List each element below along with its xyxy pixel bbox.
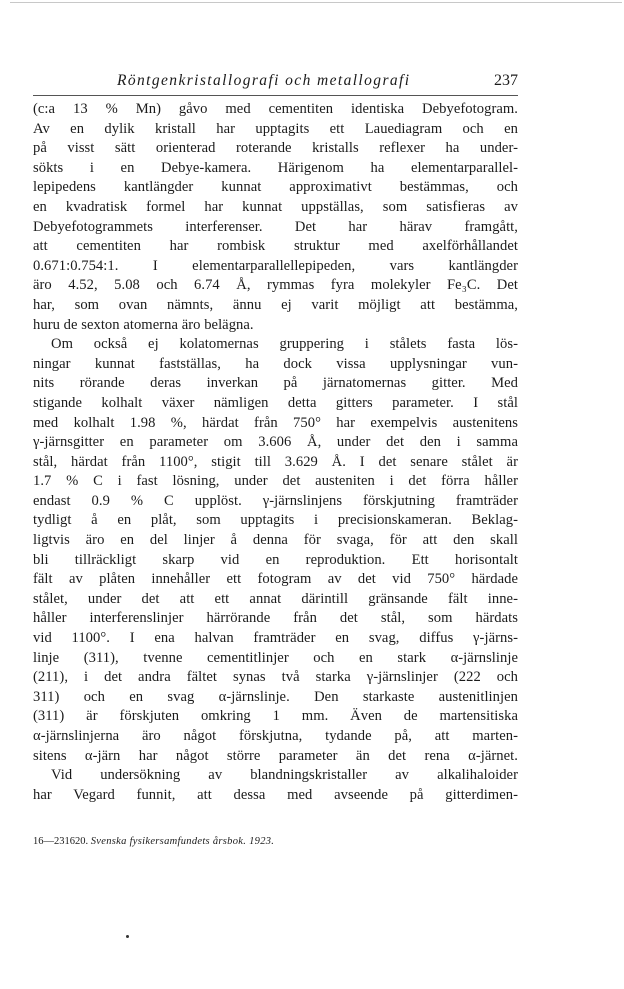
- text-line: ligtvis äro en del linjer å denna för svaga, för att den skall: [33, 532, 518, 549]
- body-text: [33, 100, 518, 805]
- top-edge-rule: [10, 2, 622, 3]
- text-line: att cementiten har rombisk struktur med axelförhållandet: [33, 238, 518, 255]
- text-line: Av en dylik kristall har upptagits ett Lauediagram och en: [33, 120, 518, 137]
- text-line: stål, härdat från 1100°, stigit till 3.629 Å. I det senare stålet är: [33, 453, 518, 470]
- text-line: endast 0.9 % C upplöst. γ-järnslinjens förskjutning framträder: [33, 492, 518, 509]
- text-line: α-järnslinjerna äro något förskjutna, tydande på, att marten-: [33, 728, 518, 744]
- text-line: Debyefotogrammets interferenser. Det har härav framgått,: [33, 218, 518, 235]
- text-line: äro 4.52, 5.08 och 6.74 Å, rymmas fyra molekyler Fe₃C. Det: [33, 277, 518, 294]
- page-number: 237: [494, 72, 518, 89]
- text-line: (311) är förskjuten omkring 1 mm. Även de martensitiska: [33, 708, 518, 725]
- text-line: på visst sätt orienterad roterande kristalls reflexer ha under-: [33, 140, 518, 157]
- page-footer: [33, 836, 518, 847]
- signature-code: 16—231620.: [33, 836, 89, 847]
- text-line: 311) och en svag α-järnslinje. Den starkaste austenitlinjen: [33, 688, 518, 705]
- text-line: sökts i en Debye-kamera. Härigenom ha elementarparallel-: [33, 159, 518, 176]
- text-line: Om också ej kolatomernas gruppering i stålets fasta lös-: [51, 336, 518, 353]
- text-line: med kolhalt 1.98 %, härdat från 750° har exempelvis austenitens: [33, 414, 518, 431]
- text-line: har, som ovan nämnts, ännu ej varit möjligt att bestämma,: [33, 296, 518, 313]
- text-line: (211), i det andra fältet synas två starka γ-järnslinjer (222 och: [33, 669, 518, 686]
- text-line: 1.7 % C i fast lösning, under det austeniten i det förra håller: [33, 473, 518, 490]
- text-line: stålet, under det att ett annat därintill gränsande fält inne-: [33, 590, 518, 607]
- running-title: Röntgenkristallografi och metallografi: [117, 72, 411, 89]
- text-line: fält av plåten innehåller ett fotogram av det vid 750° härdade: [33, 571, 518, 588]
- text-line: ningar kunnat fastställas, ha dock vissa upplysningar vun-: [33, 355, 518, 372]
- text-line: 0.671:0.754:1. I elementarparallellepipeden, vars kantlängder: [33, 257, 518, 274]
- text-line: γ-järnsgitter en parameter om 3.606 Å, under det den i samma: [33, 434, 518, 451]
- text-line: stigande kolhalt växer nämligen detta gitters parameter. I stål: [33, 394, 518, 411]
- text-line: (c:a 13 % Mn) gåvo med cementiten identiska Debyefotogram.: [33, 101, 518, 117]
- text-line: nits rörande deras inverkan på järnatomernas gitter. Med: [33, 375, 518, 392]
- text-line: vid 1100°. I ena halvan framträder en svag, diffus γ-järns-: [33, 630, 518, 647]
- running-header: [33, 72, 518, 94]
- text-line: tydligt å en plåt, som upptagits i precisionskameran. Beklag-: [33, 512, 518, 529]
- header-divider: [33, 95, 518, 96]
- text-line: lepipedens kantlängder kunnat approximativt bestämmas, och: [33, 179, 518, 196]
- text-line: sitens α-järn har något större parameter än det rena α-järnet.: [33, 747, 518, 764]
- text-line: en kvadratisk formel har kunnat uppställas, som satisfieras av: [33, 198, 518, 215]
- ink-speck: [126, 935, 129, 938]
- text-line: linje (311), tvenne cementitlinjer och en stark α-järnslinje: [33, 649, 518, 666]
- text-line: håller interferenslinjer härrörande från det stål, som härdats: [33, 610, 518, 627]
- publication-title: Svenska fysikersamfundets årsbok. 1923.: [90, 836, 275, 847]
- text-line: huru de sexton atomerna äro belägna.: [33, 316, 254, 333]
- text-line: bli tillräckligt skarp vid en reproduktion. Ett horisontalt: [33, 551, 518, 568]
- text-line: Vid undersökning av blandningskristaller av alkalihaloider: [51, 767, 518, 784]
- text-line: har Vegard funnit, att dessa med avseende på gitterdimen-: [33, 786, 518, 803]
